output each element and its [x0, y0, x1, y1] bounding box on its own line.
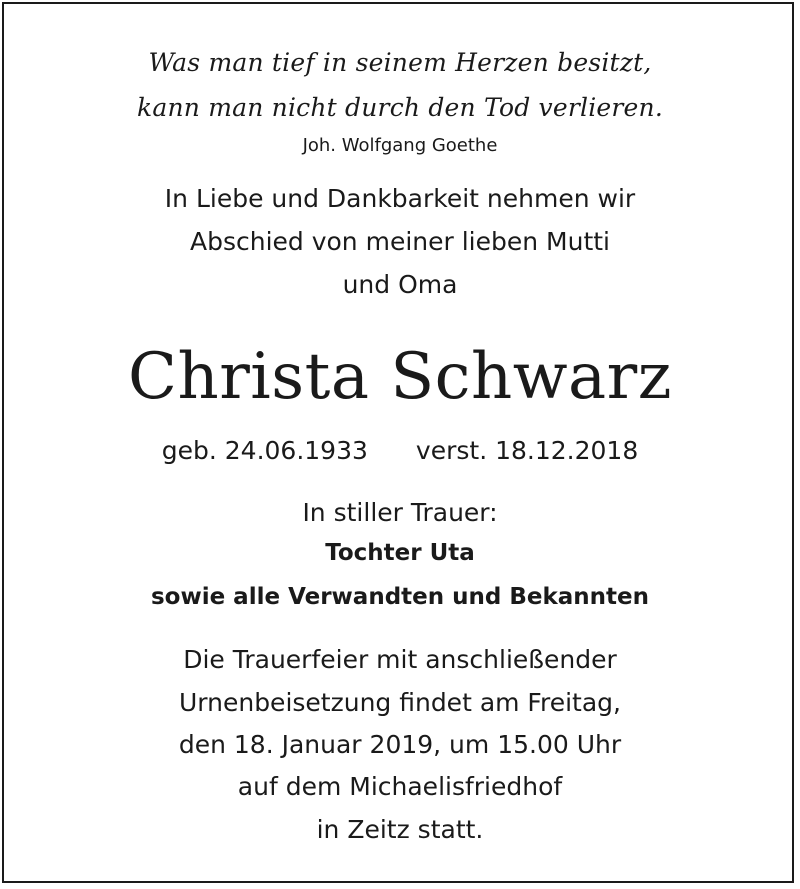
intro-line-1: In Liebe und Dankbarkeit nehmen wir [164, 184, 636, 213]
mourner-relatives: sowie alle Verwandten und Bekannten [150, 584, 650, 610]
funeral-line-4: auf dem Michaelisfriedhof [237, 772, 563, 801]
life-dates [0, 436, 800, 465]
intro-line-3: und Oma [342, 270, 458, 299]
mourner-daughter: Tochter Uta [325, 540, 475, 566]
intro-line-2: Abschied von meiner lieben Mutti [189, 227, 611, 256]
funeral-line-5: in Zeitz statt. [316, 815, 484, 844]
birth-date: geb. 24.06.1933 [161, 436, 368, 465]
funeral-line-2: Urnenbeisetzung findet am Freitag, [178, 688, 621, 717]
funeral-line-1: Die Trauerfeier mit anschließender [183, 645, 617, 674]
deceased-name: Christa Schwarz [128, 340, 672, 414]
quote-line-2: kann man nicht durch den Tod verlieren. [137, 93, 663, 122]
quote-author: Joh. Wolfgang Goethe [302, 135, 498, 156]
mourners-heading: In stiller Trauer: [302, 498, 498, 527]
death-date: verst. 18.12.2018 [415, 436, 639, 465]
funeral-line-3: den 18. Januar 2019, um 15.00 Uhr [178, 730, 622, 759]
quote-line-1: Was man tief in seinem Herzen besitzt, [148, 48, 652, 77]
